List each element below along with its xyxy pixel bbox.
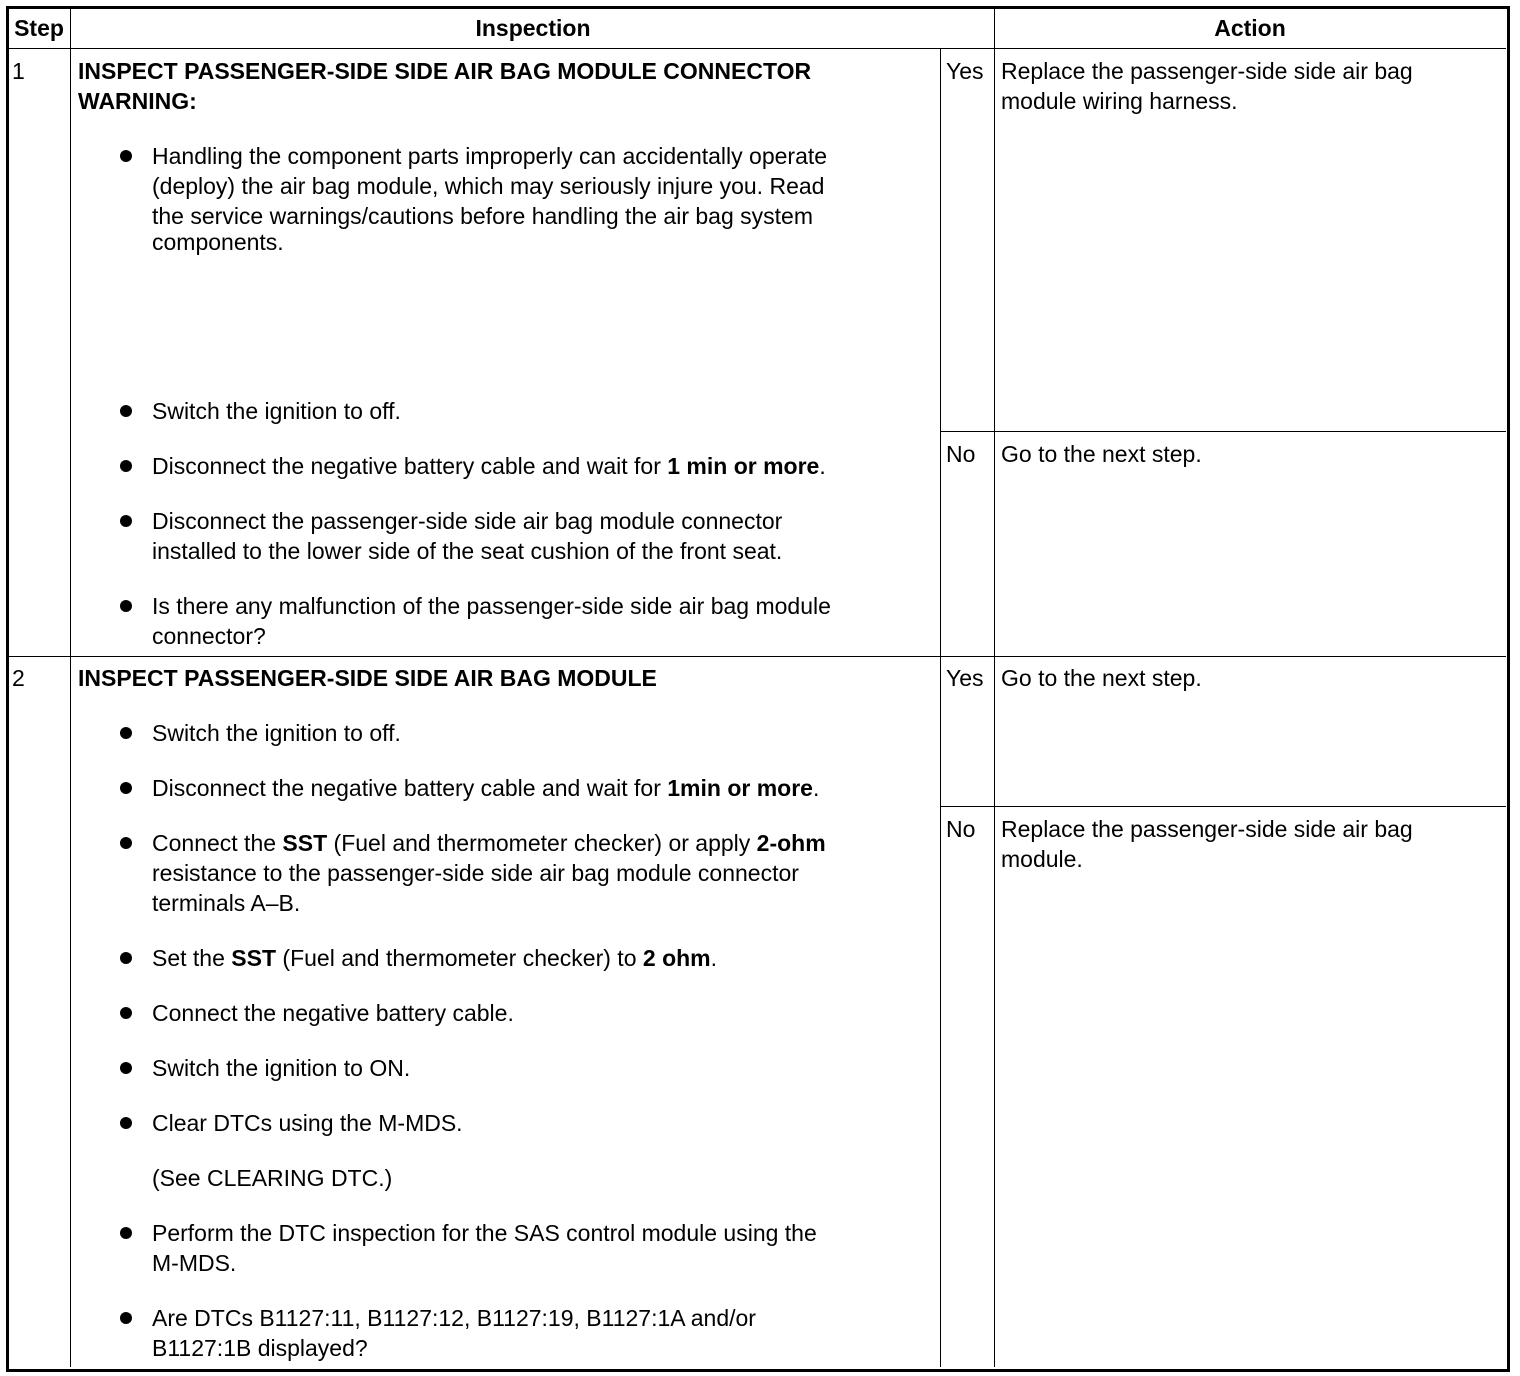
bullet-icon (120, 405, 132, 417)
bullet-icon (120, 782, 132, 794)
step-number: 1 (12, 58, 25, 84)
header-divider (8, 48, 1506, 49)
row1-yes-no-divider (940, 431, 1506, 432)
procedure-step: Disconnect the negative battery cable and wait for 1min or more. (152, 775, 820, 801)
warning-text-line: (deploy) the air bag module, which may seriously injure you. Read (152, 173, 825, 199)
procedure-step: Set the SST (Fuel and thermometer checker) to 2 ohm. (152, 945, 718, 971)
warning-text-line: Handling the component parts improperly can accidentally operate (152, 143, 828, 169)
result-yes-label: Yes (946, 58, 984, 84)
action-yes-text: module wiring harness. (1001, 88, 1238, 114)
step-number: 2 (12, 665, 25, 691)
bullet-icon (120, 1227, 132, 1239)
procedure-step: Disconnect the negative battery cable and wait for 1 min or more. (152, 453, 826, 479)
procedure-step: Switch the ignition to off. (152, 720, 401, 746)
header-action: Action (1214, 15, 1286, 41)
procedure-step: Switch the ignition to off. (152, 398, 401, 424)
procedure-step: Disconnect the passenger-side side air bag module connector (152, 508, 783, 534)
action-no-text: Replace the passenger-side side air bag (1001, 816, 1413, 842)
action-no-text: Go to the next step. (1001, 441, 1202, 467)
inspection-title: INSPECT PASSENGER-SIDE SIDE AIR BAG MODULE CONNECTOR (78, 58, 812, 84)
procedure-step-continued: M-MDS. (152, 1250, 237, 1276)
bullet-icon (120, 1117, 132, 1129)
result-yes-label: Yes (946, 665, 984, 691)
bullet-icon (120, 600, 132, 612)
procedure-step: Perform the DTC inspection for the SAS control module using the (152, 1220, 817, 1246)
bullet-icon (120, 837, 132, 849)
procedure-step: Connect the SST (Fuel and thermometer checker) or apply 2-ohm (152, 830, 826, 856)
bullet-icon (120, 1312, 132, 1324)
header-step: Step (14, 15, 64, 41)
bullet-icon (120, 1007, 132, 1019)
inspection-title: INSPECT PASSENGER-SIDE SIDE AIR BAG MODULE (78, 665, 657, 691)
action-yes-text: Go to the next step. (1001, 665, 1202, 691)
warning-label: WARNING: (78, 88, 197, 114)
header-inspection: Inspection (475, 15, 591, 41)
bullet-icon (120, 515, 132, 527)
procedure-step-continued: installed to the lower side of the seat cushion of the front seat. (152, 538, 783, 564)
column-divider-action (994, 8, 995, 1367)
procedure-question: Is there any malfunction of the passenger-side side air bag module (152, 593, 831, 619)
procedure-question-continued: connector? (152, 623, 266, 649)
action-no-text: module. (1001, 846, 1083, 872)
bullet-icon (120, 952, 132, 964)
procedure-reference-note: (See CLEARING DTC.) (152, 1165, 393, 1191)
warning-text-line: the service warnings/cautions before handling the air bag system (152, 203, 813, 229)
row2-yes-no-divider (940, 806, 1506, 807)
result-no-label: No (946, 816, 976, 842)
procedure-question-continued: B1127:1B displayed? (152, 1335, 368, 1361)
procedure-step-continued: terminals A–B. (152, 890, 301, 916)
procedure-step: Clear DTCs using the M-MDS. (152, 1110, 463, 1136)
row-divider (8, 656, 1506, 657)
bullet-icon (120, 150, 132, 162)
column-divider-step (70, 8, 71, 1367)
procedure-question: Are DTCs B1127:11, B1127:12, B1127:19, B1127:1A and/or (152, 1305, 756, 1331)
action-yes-text: Replace the passenger-side side air bag (1001, 58, 1413, 84)
procedure-step: Connect the negative battery cable. (152, 1000, 514, 1026)
bullet-icon (120, 460, 132, 472)
column-divider-result (940, 48, 941, 1367)
result-no-label: No (946, 441, 976, 467)
bullet-icon (120, 1062, 132, 1074)
procedure-step-continued: resistance to the passenger-side side air bag module connector (152, 860, 799, 886)
bullet-icon (120, 727, 132, 739)
procedure-step: Switch the ignition to ON. (152, 1055, 411, 1081)
warning-text-line: components. (152, 229, 284, 255)
